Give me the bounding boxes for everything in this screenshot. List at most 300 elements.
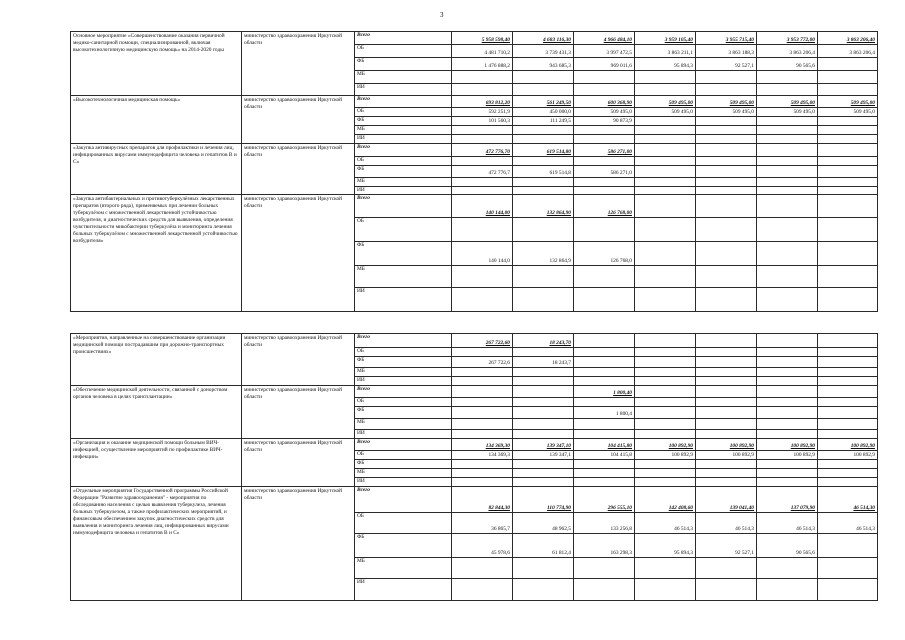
funding-source: Всего [355,96,452,108]
amount-cell: 3 863 206,4 [818,45,878,58]
amount-cell [696,377,757,386]
amount-cell [574,430,635,439]
amount-cell [635,242,696,266]
amount-cell [574,126,635,135]
amount-cell [757,288,818,312]
table-row-total [71,195,878,218]
amount-cell [452,579,513,601]
amount-cell [635,218,696,242]
amount-cell: 110 774,90 [513,487,574,513]
amount-cell [757,368,818,377]
amount-cell: 137 079,90 [757,487,818,513]
amount-cell [452,386,513,398]
amount-cell [452,178,513,187]
amount-cell [818,377,878,386]
amount-cell: 139 347,1 [513,451,574,460]
amount-cell [696,187,757,195]
amount-cell [696,157,757,166]
amount-cell: 133 256,8 [574,513,635,534]
amount-cell [574,377,635,386]
amount-cell [818,398,878,407]
amount-cell: 509 495,0 [696,108,757,117]
amount-cell [818,166,878,178]
amount-cell [696,348,757,357]
amount-cell [696,195,757,218]
amount-cell [513,558,574,579]
amount-cell [818,144,878,157]
amount-cell [635,166,696,178]
amount-cell [635,178,696,187]
amount-cell [757,157,818,166]
amount-cell [452,187,513,195]
funding-source: ОБ [355,451,452,460]
amount-cell [635,288,696,312]
amount-cell [574,266,635,288]
funding-source: ИИ [355,377,452,386]
amount-cell [696,407,757,419]
funding-source: ОБ [355,513,452,534]
amount-cell [574,419,635,430]
amount-cell [818,195,878,218]
funding-source: ИИ [355,430,452,439]
amount-cell: 450 000,0 [513,108,574,117]
amount-cell: 100 892,90 [757,439,818,451]
amount-cell [574,218,635,242]
amount-cell: 3 739 431,3 [513,45,574,58]
amount-cell [574,398,635,407]
funding-source: ФБ [355,117,452,126]
amount-cell [757,419,818,430]
amount-cell [452,266,513,288]
responsible-executor: министерство здравоохранения Иркутской области [242,96,355,144]
amount-cell: 90 565,6 [757,58,818,71]
funding-source: ОБ [355,157,452,166]
amount-cell: 92 527,1 [696,58,757,71]
funding-source: ОБ [355,348,452,357]
amount-cell [696,84,757,96]
amount-cell [818,58,878,71]
amount-cell: 132 864,9 [513,242,574,266]
amount-cell [513,386,574,398]
amount-cell [696,478,757,487]
amount-cell: 1 800,40 [574,386,635,398]
amount-cell: 4 683 116,30 [513,32,574,45]
amount-cell: 969 011,6 [574,58,635,71]
amount-cell [696,218,757,242]
funding-source: ОБ [355,218,452,242]
amount-cell: 90 873,9 [574,117,635,126]
spacer-cell [71,312,878,334]
amount-cell [757,178,818,187]
amount-cell: 509 495,00 [696,96,757,108]
amount-cell [574,558,635,579]
amount-cell [818,558,878,579]
funding-source: МБ [355,266,452,288]
amount-cell [574,460,635,469]
amount-cell [757,398,818,407]
amount-cell [635,348,696,357]
amount-cell [818,157,878,166]
table-row-total [71,439,878,451]
amount-cell: 586 271,0 [574,166,635,178]
measure-description: «Закупка антивирусных препаратов для профилактики и лечения лиц, инфицированных вирусами иммунодефицита человека и гепатитов В и С» [71,144,242,195]
funding-source: МБ [355,469,452,478]
amount-cell [696,242,757,266]
amount-cell: 509 495,00 [818,96,878,108]
amount-cell [452,398,513,407]
amount-cell [818,368,878,377]
amount-cell [452,157,513,166]
amount-cell [757,144,818,157]
amount-cell [452,218,513,242]
amount-cell: 3 863 206,4 [757,45,818,58]
amount-cell [696,166,757,178]
amount-cell [696,288,757,312]
amount-cell [818,469,878,478]
amount-cell [513,84,574,96]
amount-cell [452,348,513,357]
amount-cell: 3 863 206,40 [818,32,878,45]
amount-cell [513,460,574,469]
amount-cell [757,166,818,178]
amount-cell [635,84,696,96]
funding-source: МБ [355,126,452,135]
amount-cell [757,117,818,126]
amount-cell [757,386,818,398]
amount-cell: 100 892,90 [696,439,757,451]
amount-cell: 619 514,80 [513,144,574,157]
responsible-executor: министерство здравоохранения Иркутской области [242,386,355,439]
amount-cell [696,386,757,398]
amount-cell [818,579,878,601]
amount-cell [696,334,757,348]
amount-cell [635,157,696,166]
amount-cell [574,469,635,478]
amount-cell [513,71,574,84]
amount-cell [574,357,635,368]
funding-source: ИИ [355,579,452,601]
amount-cell [513,135,574,144]
amount-cell: 100 892,9 [696,451,757,460]
amount-cell: 126 768,00 [574,195,635,218]
amount-cell [513,218,574,242]
amount-cell [818,460,878,469]
amount-cell [818,178,878,187]
page-number: 3 [440,11,444,19]
amount-cell [757,377,818,386]
amount-cell [452,368,513,377]
funding-source: ФБ [355,534,452,558]
funding-source: Всего [355,386,452,398]
budget-table [70,31,878,601]
amount-cell [818,419,878,430]
amount-cell [635,117,696,126]
amount-cell: 509 495,00 [757,96,818,108]
amount-cell [574,348,635,357]
amount-cell: 4 966 484,10 [574,32,635,45]
amount-cell [513,407,574,419]
amount-cell: 95 894,3 [635,58,696,71]
amount-cell [818,430,878,439]
amount-cell: 509 495,0 [818,108,878,117]
amount-cell [452,558,513,579]
amount-cell: 18 243,7 [513,357,574,368]
table-row-total [71,32,878,45]
amount-cell [696,357,757,368]
funding-source: ИИ [355,187,452,195]
amount-cell [513,348,574,357]
amount-cell [574,478,635,487]
measure-description: «Мероприятия, направленные на совершенствование организации медицинской помощи пострадавшим при дорожно-транспортных происшествиях» [71,334,242,386]
amount-cell [635,579,696,601]
amount-cell: 509 495,0 [635,108,696,117]
measure-description: «Обеспечение медицинской деятельности, связанной с донорством органов человека в целях трансплантации» [71,386,242,439]
amount-cell: 267 722,6 [452,357,513,368]
funding-source: МБ [355,178,452,187]
amount-cell [757,266,818,288]
amount-cell: 36 865,7 [452,513,513,534]
amount-cell [513,419,574,430]
amount-cell [818,117,878,126]
amount-cell [452,419,513,430]
amount-cell [635,407,696,419]
amount-cell: 61 812,4 [513,534,574,558]
amount-cell: 100 892,9 [818,451,878,460]
amount-cell [452,407,513,419]
amount-cell [818,348,878,357]
amount-cell: 472 776,7 [452,166,513,178]
table-row-total [71,386,878,398]
amount-cell: 111 249,5 [513,117,574,126]
amount-cell [574,334,635,348]
amount-cell: 101 560,3 [452,117,513,126]
funding-source: ФБ [355,58,452,71]
amount-cell: 95 894,3 [635,534,696,558]
amount-cell [635,430,696,439]
amount-cell [757,430,818,439]
funding-source: ОБ [355,398,452,407]
amount-cell: 140 144,0 [452,242,513,266]
amount-cell: 163 298,3 [574,534,635,558]
amount-cell [513,377,574,386]
amount-cell: 46 514,3 [757,513,818,534]
amount-cell [757,558,818,579]
funding-source: ИИ [355,84,452,96]
amount-cell [696,135,757,144]
amount-cell [757,218,818,242]
funding-source: МБ [355,419,452,430]
amount-cell [818,407,878,419]
responsible-executor: министерство здравоохранения Иркутской области [242,144,355,195]
amount-cell [818,84,878,96]
amount-cell: 142 408,60 [635,487,696,513]
amount-cell: 600 368,90 [574,96,635,108]
amount-cell [818,478,878,487]
amount-cell [574,84,635,96]
amount-cell [635,398,696,407]
amount-cell [452,135,513,144]
amount-cell: 619 514,8 [513,166,574,178]
amount-cell [452,126,513,135]
amount-cell: 3 955 715,40 [696,32,757,45]
funding-source: ИИ [355,135,452,144]
amount-cell [696,579,757,601]
amount-cell [818,242,878,266]
funding-source: ИИ [355,288,452,312]
amount-cell [513,266,574,288]
funding-source: ИИ [355,478,452,487]
amount-cell [696,460,757,469]
amount-cell: 90 565,6 [757,534,818,558]
amount-cell [757,348,818,357]
amount-cell [757,579,818,601]
amount-cell: 48 962,5 [513,513,574,534]
funding-source: ФБ [355,407,452,419]
funding-source: Всего [355,32,452,45]
amount-cell: 46 514,3 [818,513,878,534]
amount-cell: 1 800,4 [574,407,635,419]
amount-cell [635,386,696,398]
amount-cell [513,478,574,487]
funding-source: МБ [355,558,452,579]
amount-cell: 267 722,60 [452,334,513,348]
amount-cell: 3 863 211,1 [635,45,696,58]
responsible-executor: министерство здравоохранения Иркутской области [242,195,355,312]
amount-cell [635,195,696,218]
amount-cell: 943 685,3 [513,58,574,71]
amount-cell: 4 481 710,2 [452,45,513,58]
amount-cell [696,469,757,478]
amount-cell: 139 041,40 [696,487,757,513]
amount-cell [635,419,696,430]
amount-cell [635,135,696,144]
amount-cell [452,460,513,469]
amount-cell: 592 251,9 [452,108,513,117]
amount-cell: 296 555,10 [574,487,635,513]
amount-cell [513,579,574,601]
amount-cell [635,368,696,377]
amount-cell [696,126,757,135]
table-row-total [71,487,878,513]
amount-cell [818,534,878,558]
responsible-executor: министерство здравоохранения Иркутской области [242,32,355,96]
amount-cell [574,71,635,84]
amount-cell [818,187,878,195]
amount-cell [574,157,635,166]
amount-cell [635,71,696,84]
amount-cell [635,266,696,288]
amount-cell [757,242,818,266]
amount-cell [696,266,757,288]
measure-description: «Отдельные мероприятия Государственной программы Российской Федерации "Развитие здравоохранения" - мероприятия по обследованию населения с целью выявления туберкулеза, лечения больных туберкулезом, а также профилактических мероприятий, и финансовым обеспечением закупок диагностических средств для выявления и мониторинга лечения лиц, инфицированных вирусами иммунодефицита человека и гепатитов В и С» [71,487,242,601]
amount-cell [818,266,878,288]
amount-cell [452,377,513,386]
amount-cell [452,478,513,487]
amount-cell [818,218,878,242]
amount-cell [696,558,757,579]
amount-cell [757,469,818,478]
amount-cell [757,334,818,348]
amount-cell [513,178,574,187]
amount-cell [574,288,635,312]
amount-cell [757,460,818,469]
amount-cell [757,71,818,84]
amount-cell: 134 369,30 [452,439,513,451]
amount-cell [574,579,635,601]
amount-cell [513,368,574,377]
amount-cell [696,178,757,187]
amount-cell: 140 144,00 [452,195,513,218]
amount-cell [452,288,513,312]
amount-cell: 45 978,6 [452,534,513,558]
amount-cell: 139 347,10 [513,439,574,451]
amount-cell: 3 959 105,40 [635,32,696,45]
funding-source: ФБ [355,166,452,178]
amount-cell [757,135,818,144]
amount-cell [757,357,818,368]
amount-cell [635,334,696,348]
amount-cell: 100 892,9 [635,451,696,460]
funding-source: Всего [355,487,452,513]
amount-cell [635,126,696,135]
amount-cell: 104 415,80 [574,439,635,451]
amount-cell [513,469,574,478]
amount-cell: 104 415,8 [574,451,635,460]
amount-cell: 509 495,0 [574,108,635,117]
amount-cell: 100 892,9 [757,451,818,460]
amount-cell [635,558,696,579]
amount-cell [513,157,574,166]
amount-cell: 472 776,70 [452,144,513,157]
amount-cell: 92 527,1 [696,534,757,558]
amount-cell [574,368,635,377]
amount-cell: 46 514,30 [818,487,878,513]
amount-cell: 1 476 888,2 [452,58,513,71]
funding-source: ОБ [355,108,452,117]
amount-cell [696,144,757,157]
amount-cell: 46 514,3 [635,513,696,534]
amount-cell: 100 892,90 [635,439,696,451]
amount-cell: 3 953 772,00 [757,32,818,45]
funding-source: ОБ [355,45,452,58]
amount-cell: 3 997 472,5 [574,45,635,58]
funding-source: Всего [355,439,452,451]
amount-cell [513,288,574,312]
measure-description: «Закупка антибактериальных и противотуберкулёзных лекарственных препаратов (второго ряда), применяемых при лечении больных туберкулёзом с множественной лекарственной устойчивостью возбудителя, и диагностических средств для выявления, определения чувствительности микобактерии туберкулёза и мониторинга лечения больных туберкулёзом с множественной лекарственной устойчивостью возбудителя» [71,195,242,312]
spacer-row [71,312,878,334]
amount-cell [818,334,878,348]
amount-cell [452,430,513,439]
funding-source: Всего [355,334,452,348]
amount-cell: 134 369,3 [452,451,513,460]
amount-cell: 586 271,00 [574,144,635,157]
funding-source: МБ [355,368,452,377]
amount-cell [513,126,574,135]
measure-description: Основное мероприятие «Совершенствование оказания первичной медико-санитарной помощи, специализированной, включая высокотехнологичную медицинскую помощь» на 2014-2020 годы [71,32,242,96]
measure-description: «Высокотехнологичная медицинская помощь» [71,96,242,144]
amount-cell [574,187,635,195]
responsible-executor: министерство здравоохранения Иркутской области [242,439,355,487]
amount-cell [574,178,635,187]
amount-cell: 18 243,70 [513,334,574,348]
measure-description: «Организация и оказание медицинской помощи больным ВИЧ-инфекцией, осуществление мероприятий по профилактике ВИЧ-инфекции» [71,439,242,487]
funding-source: ФБ [355,242,452,266]
funding-source: Всего [355,144,452,157]
table-row-total [71,96,878,108]
amount-cell [452,84,513,96]
amount-cell: 82 844,30 [452,487,513,513]
amount-cell [513,187,574,195]
